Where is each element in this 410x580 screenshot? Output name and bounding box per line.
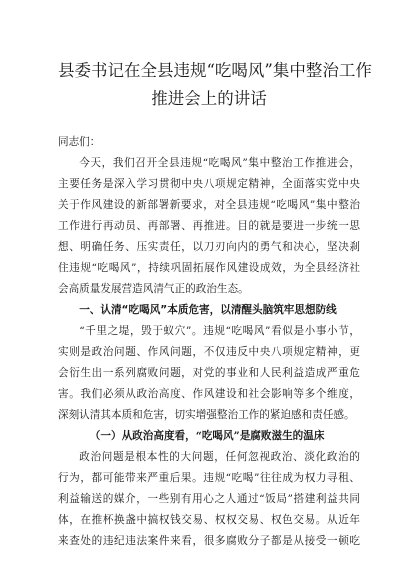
text-line: 主要任务是深入学习贯彻中央八项规定精神，全面落实党中央 <box>58 178 360 190</box>
paragraph-section-1 <box>58 321 360 426</box>
text-line: 行为，都可能带来严重后果。违规“吃喝”往往成为权力寻租、 <box>58 472 360 484</box>
text-line: 今天，我们召开全县违规“吃喝风”集中整治工作推进会， <box>79 157 360 169</box>
title-line-1: 县委书记在全县违规“吃喝风”集中整治工作 <box>58 61 372 80</box>
salutation: 同志们： <box>58 136 101 148</box>
text-line: 工作进行再动员、再部署、再推进。目的就是要进一步统一思 <box>58 220 360 232</box>
text-line: 来查处的违纪违法案件来看，很多腐败分子都是从接受一顿吃 <box>58 535 360 547</box>
title-line-2: 推进会上的讲话 <box>151 89 267 108</box>
text-line: 关于作风建设的新部署新要求，对全县违规“吃喝风”集中整治 <box>58 199 360 211</box>
paragraph-subsection-1 <box>58 447 360 552</box>
document-title <box>58 0 372 113</box>
subsection-heading-1: （一）从政治高度看，“吃喝风”是腐败滋生的温床 <box>89 430 325 442</box>
text-line: 害。我们必须从政治高度、作风建设和社会影响等多个维度， <box>58 388 360 400</box>
section-heading-1: 一、认清“吃喝风”本质危害，以清醒头脑筑牢思想防线 <box>79 304 337 316</box>
text-line: 体，在推杯换盏中搞权钱交易、权权交易、权色交易。从近年 <box>58 514 360 526</box>
text-line: “千里之堤，毁于蚁穴”。违规“吃喝风”看似是小事小节， <box>79 325 360 337</box>
text-line: 政治问题是根本性的大问题，任何忽视政治、淡化政治的 <box>79 451 360 463</box>
paragraph-opening <box>58 153 360 300</box>
text-line: 住违规“吃喝风”，持续巩固拓展作风建设成效，为全县经济社 <box>58 262 360 274</box>
text-line: 深刻认清其本质和危害，切实增强整治工作的紧迫感和责任感。 <box>58 409 355 421</box>
text-line: 想、明确任务、压实责任，以刀刃向内的勇气和决心，坚决刹 <box>58 241 360 253</box>
document-body <box>58 132 360 552</box>
text-line: 会高质量发展营造风清气正的政治生态。 <box>58 283 249 295</box>
text-line: 利益输送的媒介，一些别有用心之人通过“饭局”搭建利益共同 <box>58 493 360 505</box>
text-line: 会衍生出一系列腐败问题，对党的事业和人民利益造成严重危 <box>58 367 360 379</box>
text-line: 实则是政治问题、作风问题，不仅违反中央八项规定精神，更 <box>58 346 360 358</box>
